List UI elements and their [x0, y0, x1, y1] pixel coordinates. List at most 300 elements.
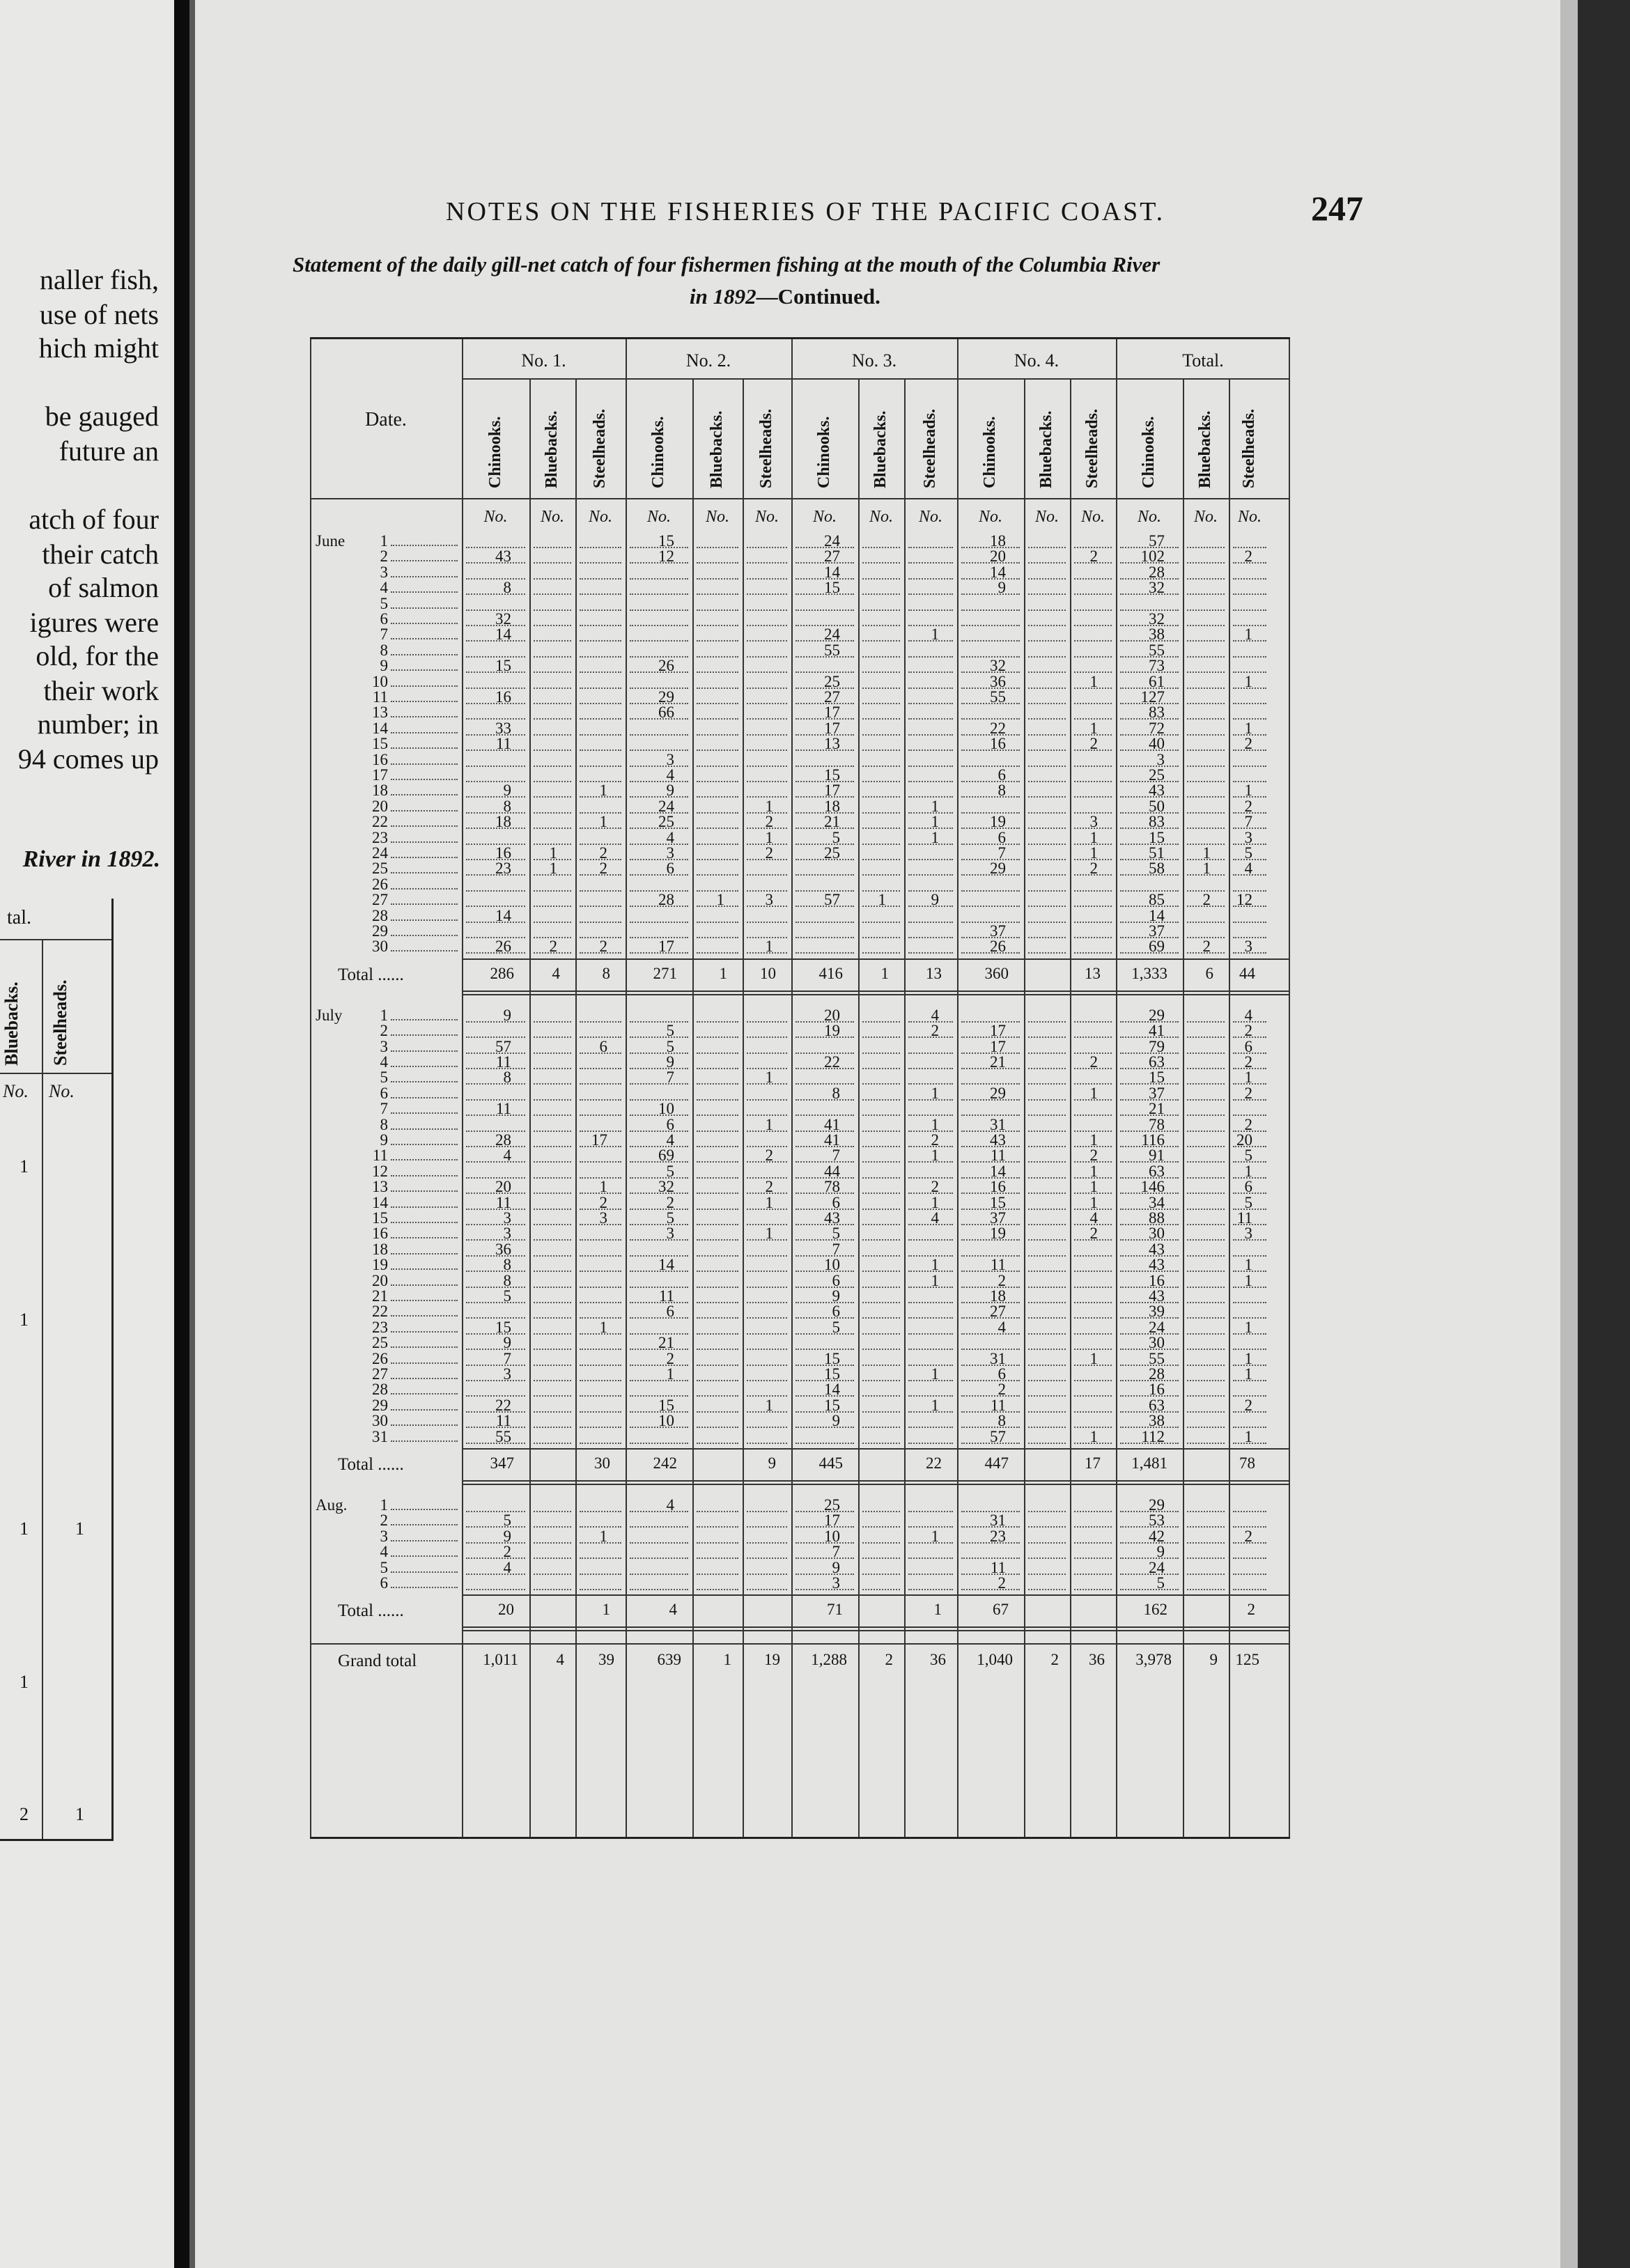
leader-dots	[391, 810, 458, 811]
table-cell: 15	[1149, 828, 1165, 846]
table-cell: 1	[765, 1225, 773, 1243]
table-cell: 2	[1244, 1115, 1252, 1133]
cell-dots	[580, 1161, 621, 1163]
cell-dots	[534, 1271, 571, 1272]
table-cell: 9	[503, 782, 511, 800]
table-cell: 58	[1149, 860, 1165, 878]
table-cell: 2	[1244, 797, 1252, 815]
cell-dots	[1074, 1287, 1112, 1288]
table-cell: 9	[998, 579, 1006, 597]
total-cell: 30	[594, 1454, 610, 1472]
table-cell: 3	[765, 891, 773, 909]
date-day: 9	[380, 657, 388, 675]
table-cell: 1	[1202, 860, 1211, 878]
cell-dots	[1028, 1589, 1066, 1590]
table-cell: 7	[503, 1349, 511, 1367]
cell-dots	[862, 1287, 900, 1288]
cell-dots	[862, 703, 900, 704]
leader-dots	[391, 732, 458, 733]
cell-dots	[961, 640, 1020, 642]
leader-dots	[391, 1378, 458, 1379]
table-cell: 16	[1149, 1271, 1165, 1289]
date-day: 10	[372, 672, 388, 690]
table-caption-line2	[690, 284, 880, 309]
cell-dots	[1233, 1511, 1266, 1512]
table-cell: 24	[824, 532, 840, 550]
table-cell: 4	[503, 1558, 511, 1576]
cell-dots	[697, 1511, 738, 1512]
table-cell: 11	[495, 1053, 511, 1071]
cell-dots	[580, 1511, 621, 1512]
table-cell: 10	[824, 1527, 840, 1545]
unit-label: No.	[1034, 508, 1059, 526]
page-number: 247	[1311, 189, 1363, 228]
left-page-text-line: number; in	[37, 708, 159, 740]
cell-dots	[580, 922, 621, 923]
leader-dots	[391, 560, 458, 561]
cell-dots	[1233, 578, 1266, 580]
total-cell: 17	[1085, 1454, 1101, 1472]
table-cell: 1	[1244, 1256, 1252, 1274]
cell-dots	[534, 1317, 571, 1319]
table-cell: 7	[832, 1240, 840, 1258]
cell-dots	[534, 1177, 571, 1179]
cell-dots	[747, 1526, 787, 1528]
cell-dots	[908, 734, 953, 736]
table-cell: 1	[1089, 719, 1098, 737]
table-cell: 14	[990, 563, 1006, 581]
cell-dots	[1187, 593, 1225, 595]
cell-dots	[1028, 1526, 1066, 1528]
table-cell: 1	[931, 1084, 939, 1102]
cell-dots	[862, 1255, 900, 1257]
table-cell: 78	[824, 1178, 840, 1196]
cell-dots	[1187, 578, 1225, 580]
table-cell: 5	[1244, 1193, 1252, 1211]
table-cell: 1	[1089, 1349, 1098, 1367]
table-cell: 2	[931, 1178, 939, 1196]
cell-dots	[862, 749, 900, 751]
cell-dots	[1028, 1083, 1066, 1085]
total-cell: 44	[1239, 964, 1255, 982]
table-cell: 8	[832, 1084, 840, 1102]
date-day: 15	[372, 735, 388, 753]
table-cell: 2	[1202, 938, 1211, 956]
cell-dots	[1187, 749, 1225, 751]
cell-dots	[1074, 1380, 1112, 1381]
table-cell: 3	[503, 1225, 511, 1243]
table-cell: 4	[503, 1147, 511, 1165]
date-day: 22	[372, 1303, 388, 1321]
date-day: 4	[380, 1543, 388, 1561]
table-cell: 1	[765, 797, 773, 815]
cell-dots	[1187, 796, 1225, 798]
table-cell: 83	[1149, 813, 1165, 831]
table-cell: 43	[1149, 1240, 1165, 1258]
cell-dots	[580, 640, 621, 642]
cell-dots	[1074, 952, 1112, 954]
cell-dots	[862, 1021, 900, 1023]
table-cell: 2	[998, 1271, 1006, 1289]
table-cell: 5	[666, 1162, 674, 1180]
table-cell: 1	[765, 1396, 773, 1414]
table-cell: 55	[495, 1427, 511, 1445]
cell-dots	[747, 1255, 787, 1257]
table-cell: 21	[824, 813, 840, 831]
cell-dots	[534, 1542, 571, 1544]
total-cell: 67	[993, 1601, 1009, 1619]
cell-dots	[1028, 796, 1066, 798]
cell-dots	[630, 593, 688, 595]
cell-dots	[466, 766, 525, 767]
cell-dots	[697, 796, 738, 798]
table-left-rule	[310, 339, 311, 1837]
table-cell: 16	[1149, 1381, 1165, 1399]
grand-total-cell: 1,288	[811, 1651, 847, 1669]
leader-dots	[391, 1159, 458, 1160]
cell-dots	[697, 1177, 738, 1179]
cell-dots	[1028, 1255, 1066, 1257]
table-cell: 8	[998, 1412, 1006, 1430]
table-cell: 53	[1149, 1512, 1165, 1530]
cell-dots	[908, 688, 953, 689]
table-cell: 5	[666, 1209, 674, 1227]
cell-dots	[697, 625, 738, 626]
cell-dots	[534, 812, 571, 814]
cell-dots	[908, 859, 953, 860]
cell-dots	[908, 1053, 953, 1054]
cell-dots	[1074, 1271, 1112, 1272]
cell-dots	[908, 1558, 953, 1559]
table-cell: 6	[998, 766, 1006, 784]
cell-dots	[908, 1589, 953, 1590]
cell-dots	[534, 922, 571, 923]
table-cell: 1	[931, 797, 939, 815]
header-bottom-rule	[310, 498, 1290, 499]
cell-dots	[862, 1224, 900, 1225]
total-cell: 1	[933, 1601, 942, 1619]
cell-dots	[908, 718, 953, 720]
cell-dots	[862, 1053, 900, 1054]
cell-dots	[747, 1365, 787, 1366]
table-cell: 1	[1244, 1365, 1252, 1383]
grand-total-cell: 639	[657, 1651, 681, 1669]
leader-dots	[391, 1268, 458, 1270]
table-cell: 10	[824, 1256, 840, 1274]
cell-dots	[697, 1239, 738, 1241]
table-cell: 18	[990, 532, 1006, 550]
table-cell: 25	[824, 1496, 840, 1514]
table-cell: 26	[495, 938, 511, 956]
cell-dots	[697, 671, 738, 673]
grand-total-cell: 19	[764, 1651, 780, 1669]
table-cell: 41	[824, 1131, 840, 1149]
cell-dots	[580, 656, 621, 658]
table-cell: 1	[1244, 626, 1252, 644]
cell-dots	[697, 1099, 738, 1101]
left-page-text-line: use of nets	[39, 299, 159, 330]
cell-dots	[1187, 1380, 1225, 1381]
cell-dots	[908, 1349, 953, 1350]
cell-dots	[862, 718, 900, 720]
cell-dots	[908, 1068, 953, 1069]
cell-dots	[908, 1574, 953, 1575]
leader-dots	[391, 1175, 458, 1176]
table-cell: 43	[990, 1131, 1006, 1149]
date-day: 25	[372, 1334, 388, 1352]
subheader-chinooks: Chinooks.	[1140, 416, 1158, 488]
cell-dots	[747, 625, 787, 626]
cell-dots	[534, 781, 571, 782]
cell-dots	[747, 1574, 787, 1575]
table-cell: 23	[990, 1527, 1006, 1545]
date-day: 7	[380, 1100, 388, 1118]
cell-dots	[534, 562, 571, 564]
cell-dots	[1074, 1255, 1112, 1257]
cell-dots	[630, 1443, 688, 1444]
table-cell: 4	[666, 1496, 674, 1514]
month-label: June	[316, 532, 346, 550]
date-day: 25	[372, 860, 388, 878]
table-cell: 2	[1089, 735, 1098, 753]
table-cell: 17	[824, 704, 840, 722]
cell-dots	[862, 937, 900, 938]
cell-dots	[747, 734, 787, 736]
cell-dots	[747, 609, 787, 611]
column-rule	[692, 378, 694, 1837]
date-day: 6	[380, 1084, 388, 1102]
total-cell: 447	[984, 1454, 1009, 1472]
cell-dots	[697, 812, 738, 814]
table-cell: 55	[990, 688, 1006, 706]
table-cell: 16	[495, 688, 511, 706]
table-cell: 2	[599, 844, 607, 862]
leader-dots	[391, 591, 458, 593]
table-cell: 1	[1089, 1427, 1098, 1445]
leader-dots	[391, 654, 458, 655]
cell-dots	[1028, 1021, 1066, 1023]
running-title: NOTES ON THE FISHERIES OF THE PACIFIC COAST.	[446, 197, 1165, 226]
leader-dots	[391, 545, 458, 546]
cell-dots	[1187, 688, 1225, 689]
cell-dots	[1187, 734, 1225, 736]
cell-dots	[747, 1427, 787, 1428]
table-cell: 13	[824, 735, 840, 753]
cell-dots	[534, 1021, 571, 1023]
cell-dots	[1187, 1395, 1225, 1397]
cell-dots	[908, 766, 953, 767]
left-table-value: 1	[20, 1310, 29, 1330]
table-cell: 61	[1149, 672, 1165, 690]
table-cell: 14	[1149, 906, 1165, 924]
cell-dots	[1074, 1317, 1112, 1319]
grand-total-cell: 2	[1050, 1651, 1059, 1669]
table-cell: 2	[666, 1349, 674, 1367]
cell-dots	[630, 1526, 688, 1528]
table-cell: 2	[1089, 1225, 1098, 1243]
cell-dots	[908, 1427, 953, 1428]
date-day: 13	[372, 1178, 388, 1196]
leader-dots	[391, 1555, 458, 1557]
cell-dots	[1074, 625, 1112, 626]
cell-dots	[630, 1589, 688, 1590]
cell-dots	[534, 547, 571, 548]
table-cell: 14	[495, 906, 511, 924]
leader-dots	[391, 763, 458, 765]
cell-dots	[534, 1161, 571, 1163]
cell-dots	[862, 1083, 900, 1085]
table-cell: 51	[1149, 844, 1165, 862]
cell-dots	[580, 1427, 621, 1428]
leader-dots	[391, 919, 458, 921]
cell-dots	[1187, 1053, 1225, 1054]
table-cell: 43	[1149, 1287, 1165, 1305]
table-cell: 18	[824, 797, 840, 815]
cell-dots	[1028, 1333, 1066, 1335]
table-cell: 66	[658, 704, 674, 722]
cell-dots	[961, 609, 1020, 611]
total-cell: 71	[827, 1601, 843, 1619]
cell-dots	[1028, 1511, 1066, 1512]
date-day: 2	[380, 1022, 388, 1040]
date-column-header: Date.	[365, 409, 407, 430]
cell-dots	[580, 1068, 621, 1069]
cell-dots	[630, 609, 688, 611]
cell-dots	[697, 828, 738, 829]
subheader-chinooks: Chinooks.	[486, 416, 504, 488]
leader-dots	[391, 1019, 458, 1020]
column-rule	[1183, 378, 1184, 1837]
cell-dots	[534, 1511, 571, 1512]
table-cell: 1	[1089, 828, 1098, 846]
total-cell: 445	[818, 1454, 843, 1472]
table-cell: 6	[1244, 1178, 1252, 1196]
left-page-text-line: be gauged	[45, 401, 159, 432]
cell-dots	[862, 734, 900, 736]
cell-dots	[1028, 844, 1066, 845]
cell-dots	[862, 766, 900, 767]
cell-dots	[697, 1146, 738, 1147]
table-cell: 3	[1244, 1225, 1252, 1243]
table-cell: 2	[998, 1574, 1006, 1592]
cell-dots	[1028, 640, 1066, 642]
table-cell: 43	[1149, 782, 1165, 800]
cell-dots	[1028, 890, 1066, 892]
cell-dots	[1028, 1380, 1066, 1381]
left-col-steelheads: Steelheads.	[50, 979, 70, 1066]
table-cell: 31	[990, 1115, 1006, 1133]
cell-dots	[862, 1114, 900, 1116]
total-cell: 22	[926, 1454, 942, 1472]
cell-dots	[1187, 1224, 1225, 1225]
table-cell: 9	[1156, 1543, 1165, 1561]
cell-dots	[1074, 703, 1112, 704]
cell-dots	[862, 859, 900, 860]
cell-dots	[1187, 1114, 1225, 1116]
table-cell: 4	[1089, 1209, 1098, 1227]
cell-dots	[580, 671, 621, 673]
cell-dots	[862, 1099, 900, 1101]
table-cell: 116	[1141, 1131, 1165, 1149]
cell-dots	[1187, 1427, 1225, 1428]
table-cell: 2	[1244, 1053, 1252, 1071]
table-cell: 4	[666, 1131, 674, 1149]
group-header-2: No. 2.	[685, 350, 731, 371]
table-cell: 11	[1236, 1209, 1252, 1227]
cell-dots	[697, 1068, 738, 1069]
table-cell: 1	[1089, 1193, 1098, 1211]
unit-label: No.	[1137, 508, 1161, 526]
cell-dots	[961, 890, 1020, 892]
table-cell: 1	[666, 1365, 674, 1383]
leader-dots	[391, 779, 458, 780]
leader-dots	[391, 1034, 458, 1036]
date-day: 18	[372, 782, 388, 800]
unit-label: No.	[483, 508, 508, 526]
table-cell: 15	[495, 1318, 511, 1336]
cell-dots	[1028, 1193, 1066, 1194]
cell-dots	[1187, 1161, 1225, 1163]
date-day: 24	[372, 844, 388, 862]
cell-dots	[580, 688, 621, 689]
cell-dots	[1028, 1146, 1066, 1147]
unit-label: No.	[540, 508, 564, 526]
cell-dots	[580, 1114, 621, 1116]
leader-dots	[391, 1393, 458, 1395]
leader-dots	[391, 1050, 458, 1052]
cell-dots	[534, 593, 571, 595]
cell-dots	[1187, 1443, 1225, 1444]
cell-dots	[747, 1349, 787, 1350]
cell-dots	[1074, 1114, 1112, 1116]
cell-dots	[534, 1302, 571, 1303]
table-cell: 32	[495, 610, 511, 628]
table-cell: 2	[599, 938, 607, 956]
table-cell: 7	[1244, 813, 1252, 831]
table-cell: 27	[990, 1303, 1006, 1321]
cell-dots	[697, 1380, 738, 1381]
left-page-text-line: future an	[59, 435, 159, 467]
cell-dots	[1028, 859, 1066, 860]
table-cell: 24	[1149, 1318, 1165, 1336]
cell-dots	[534, 828, 571, 829]
table-cell: 18	[495, 813, 511, 831]
date-day: 5	[380, 1558, 388, 1576]
table-cell: 1	[931, 1147, 939, 1165]
table-cell: 1	[599, 1318, 607, 1336]
cell-dots	[1233, 766, 1266, 767]
cell-dots	[1028, 1317, 1066, 1319]
cell-dots	[534, 1099, 571, 1101]
date-day: 21	[372, 1287, 388, 1305]
table-cell: 1	[549, 860, 557, 878]
table-cell: 2	[765, 1147, 773, 1165]
table-cell: 25	[824, 672, 840, 690]
leader-dots	[391, 1424, 458, 1426]
total-rule-bottom	[462, 1626, 1290, 1628]
cell-dots	[534, 1068, 571, 1069]
table-cell: 20	[990, 547, 1006, 566]
table-cell: 1	[1244, 719, 1252, 737]
table-cell: 9	[666, 1053, 674, 1071]
table-cell: 37	[1149, 922, 1165, 940]
date-day: 28	[372, 1381, 388, 1399]
cell-dots	[862, 874, 900, 876]
scan-border	[1578, 0, 1630, 2268]
cell-dots	[697, 1209, 738, 1210]
column-rule	[743, 378, 744, 1837]
cell-dots	[747, 703, 787, 704]
